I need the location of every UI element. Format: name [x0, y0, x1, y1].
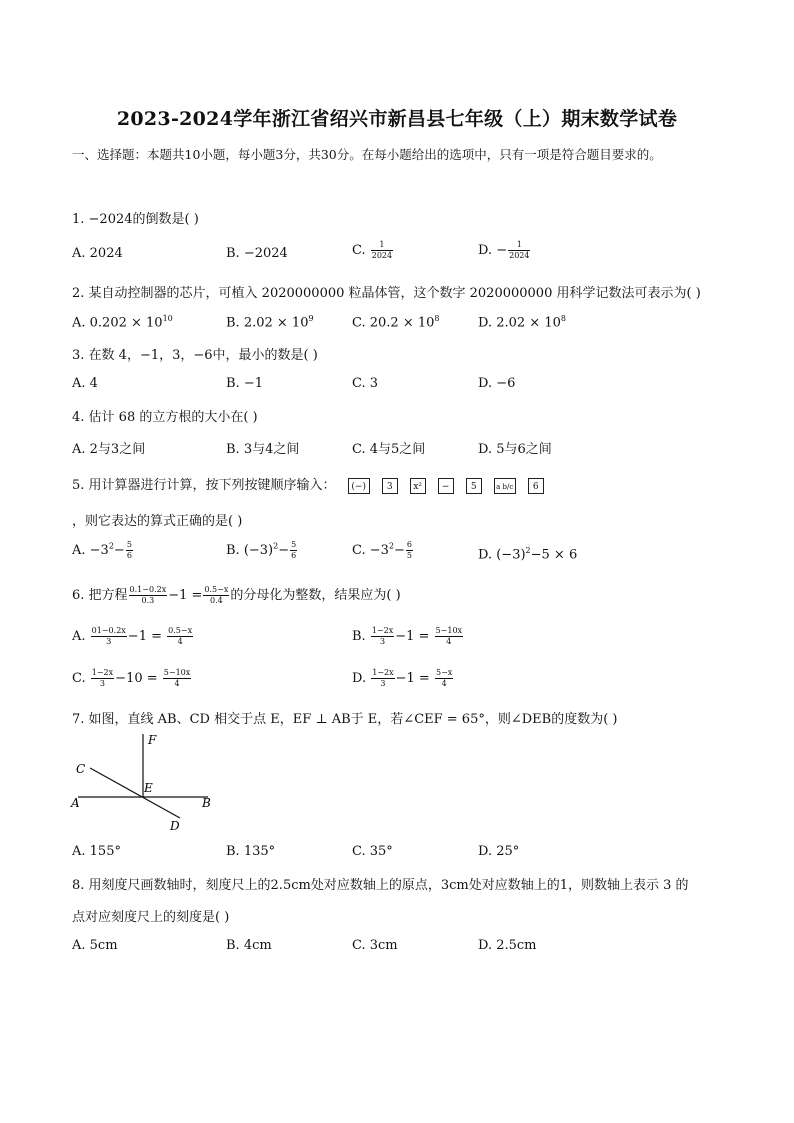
label-b: B [202, 796, 211, 810]
q8-option-b: B. 4cm [226, 938, 272, 953]
q8-option-d: D. 2.5cm [478, 938, 537, 953]
calculator-key: x² [410, 478, 426, 494]
q3-option-a: A. 4 [72, 376, 98, 391]
calculator-key: a b/c [494, 478, 516, 494]
q1-option-d: D. − $\frac{1}{2024}$ [478, 240, 530, 260]
line-cd [90, 768, 180, 818]
label-a: A [71, 796, 80, 810]
q5-stem-continued: ，则它表达的算式正确的是( ) [72, 514, 243, 529]
q3-stem: 3. 在数 4，−1，3，−6中，最小的数是( ) [72, 348, 318, 363]
q3-option-c: C. 3 [352, 376, 379, 391]
fraction: $\frac{1-2x}{3}$ [91, 668, 114, 688]
q2-option-c: C. $20.2 \times 10^8$ [352, 314, 440, 331]
q7-option-d: D. 25° [478, 844, 520, 859]
fraction: $\frac{5-10x}{4}$ [163, 668, 191, 688]
q5-option-d: D. $(-3)^2-5 \times 6$ [478, 546, 578, 563]
fraction: $\frac{1}{2024}$ [371, 240, 393, 260]
q7-option-c: C. 35° [352, 844, 393, 859]
fraction: $\frac{01-0.2x}{3}$ [91, 626, 126, 646]
calculator-key: 5 [466, 478, 482, 494]
q5-option-a: A. $-3^2-$ $\frac{5}{6}$ [72, 540, 132, 560]
calculator-key: 6 [528, 478, 544, 494]
q7-stem: 7. 如图，直线 AB、CD 相交于点 E，EF ⊥ AB于 E，若∠CEF = 65°，则∠DEB的度数为( ) [72, 712, 618, 727]
q8-option-c: C. 3cm [352, 938, 398, 953]
calculator-key: − [438, 478, 454, 494]
label-c: C [76, 762, 86, 776]
q2-option-b: B. $2.02 \times 10^9$ [226, 314, 314, 331]
fraction: $\frac{1}{2024}$ [509, 240, 530, 260]
q6-stem: 6. 把方程 $\frac{0.1-0.2x}{0.3}$ −1 = $\frac{0.5-x}{0.4}$ 的分母化为整数，结果应为( ) [72, 585, 401, 605]
q6-option-c: C. $\frac{1-2x}{3}$ −10 = $\frac{5-10x}{4}$ [72, 668, 191, 688]
fraction: $\frac{0.5-x}{4}$ [168, 626, 193, 646]
q4-stem: 4. 估计 68 的立方根的大小在( ) [72, 410, 258, 425]
geometry-figure [68, 730, 228, 836]
q7-option-b: B. 135° [226, 844, 276, 859]
fraction: $\frac{0.1-0.2x}{0.3}$ [129, 585, 167, 605]
q3-option-d: D. −6 [478, 376, 516, 391]
fraction: $\frac{1-2x}{3}$ [371, 626, 394, 646]
fraction: $\frac{5}{6}$ [126, 540, 132, 560]
q4-option-c: C. 4与5之间 [352, 442, 426, 457]
fraction: $\frac{0.5-x}{0.4}$ [204, 585, 229, 605]
q1-option-a: A. 2024 [72, 246, 123, 261]
fraction: $\frac{5-x}{4}$ [435, 668, 453, 688]
label-d: D [170, 819, 180, 833]
calculator-key: 3 [382, 478, 398, 494]
q2-stem: 2. 某自动控制器的芯片，可植入 2020000000 粒晶体管，这个数字 2020000000 用科学记数法可表示为( ) [72, 286, 701, 301]
q8-stem-continued: 点对应刻度尺上的刻度是( ) [72, 910, 230, 925]
q8-stem: 8. 用刻度尺画数轴时，刻度尺上的2.5cm处对应数轴上的原点，3cm处对应数轴上的1，则数轴上表示 3 的 [72, 878, 689, 893]
q6-option-a: A. $\frac{01-0.2x}{3}$ −1 = $\frac{0.5-x}{4}$ [72, 626, 193, 646]
q8-option-a: A. 5cm [72, 938, 118, 953]
fraction: $\frac{5}{6}$ [291, 540, 297, 560]
q6-option-b: B. $\frac{1-2x}{3}$ −1 = $\frac{5-10x}{4}$ [352, 626, 463, 646]
q2-option-d: D. $2.02 \times 10^8$ [478, 314, 566, 331]
label-e: E [144, 781, 153, 795]
q1-stem: 1. −2024的倒数是( ) [72, 212, 199, 227]
fraction: $\frac{1-2x}{3}$ [372, 668, 394, 688]
fraction: $\frac{5-10x}{4}$ [435, 626, 463, 646]
fraction: $\frac{6}{5}$ [406, 540, 413, 560]
q4-option-a: A. 2与3之间 [72, 442, 146, 457]
section-heading: 一、选择题：本题共10小题，每小题3分，共30分。在每小题给出的选项中，只有一项是符合题目要求的。 [72, 147, 662, 162]
q7-option-a: A. 155° [72, 844, 121, 859]
label-f: F [148, 733, 157, 747]
q1-option-b: B. −2024 [226, 246, 288, 261]
q3-option-b: B. −1 [226, 376, 263, 391]
q1-option-c: C. $\frac{1}{2024}$ [352, 240, 393, 260]
calculator-key: (−) [348, 478, 370, 494]
q5-stem: 5. 用计算器进行计算，按下列按键顺序输入： (−) 3 x² − 5 a b/c 6 [72, 474, 556, 494]
calculator-key-sequence [348, 478, 556, 494]
q5-option-b: B. $(-3)^2-$ $\frac{5}{6}$ [226, 540, 297, 560]
q4-option-d: D. 5与6之间 [478, 442, 552, 457]
q2-option-a: A. $0.202 \times 10^{10}$ [72, 314, 173, 331]
q5-option-c: C. $-3^2-$ $\frac{6}{5}$ [352, 540, 413, 560]
exam-title: 2023-2024学年浙江省绍兴市新昌县七年级（上）期末数学试卷 [116, 108, 678, 130]
q4-option-b: B. 3与4之间 [226, 442, 300, 457]
q6-option-d: D. $\frac{1-2x}{3}$ −1 = $\frac{5-x}{4}$ [352, 668, 453, 688]
